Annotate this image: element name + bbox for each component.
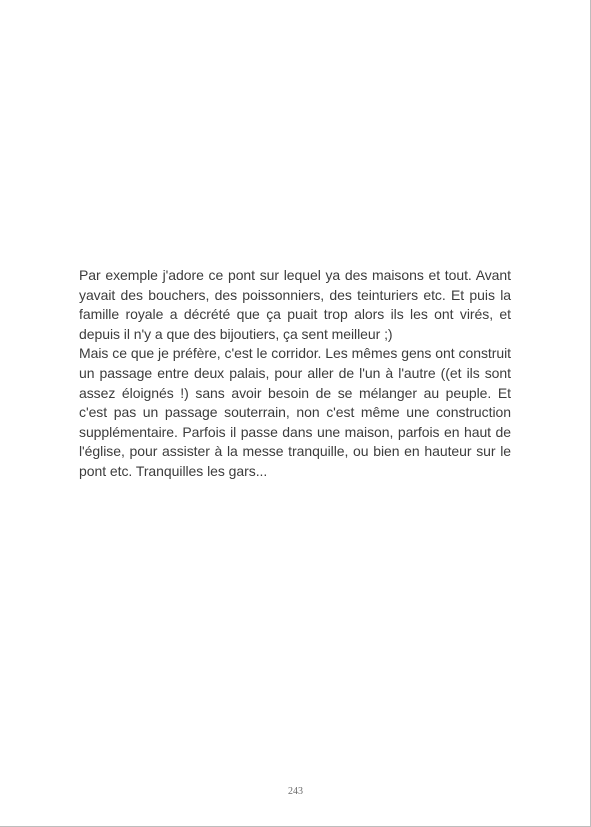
paragraph-1: Par exemple j'adore ce pont sur lequel ya des maisons et tout. Avant yavait des bouchers, des poissonniers, des teinturiers etc. Et puis la famille royale a décrété que ça puait trop alors ils les ont virés, et depuis il n'y a que des bijoutiers, ça sent meilleur ;) xyxy=(79,267,511,342)
body-text xyxy=(79,266,511,482)
page-number: 243 xyxy=(288,786,303,797)
paragraph-2: Mais ce que je préfère, c'est le corridor. Les mêmes gens ont construit un passage entre deux palais, pour aller de l'un à l'autre ((et ils sont assez éloignés !) sans avoir besoin de se mélanger au peuple. Et c'est pas un passage souterrain, non c'est même une construction supplémentaire. Parfois il passe dans une maison, parfois en haut de l'église, pour assister à la messe tranquille, ou bien en hauteur sur le pont etc. Tranquilles les gars... xyxy=(79,345,511,479)
